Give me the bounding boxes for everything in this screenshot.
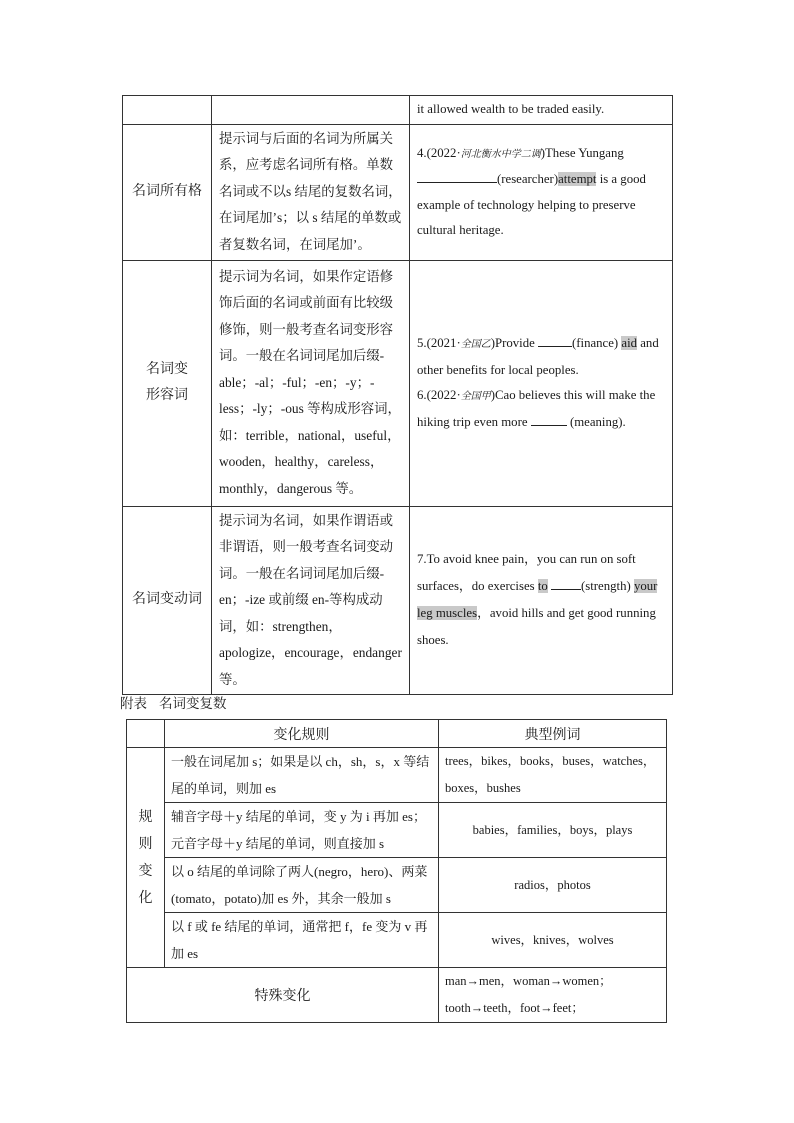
examples-cell: radios，photos xyxy=(439,858,667,913)
examples-cell: wives，knives，wolves xyxy=(439,913,667,968)
label-char: 变 xyxy=(138,863,153,879)
label-char: 化 xyxy=(138,890,153,906)
highlighted-word: aid xyxy=(621,336,638,350)
table-cell xyxy=(123,96,212,125)
example-source: 全国乙 xyxy=(460,339,491,350)
example-text: ，avoid hills and get good running shoes. xyxy=(417,606,656,648)
hint-word: (meaning). xyxy=(569,414,626,429)
table-row xyxy=(127,748,667,803)
table-row xyxy=(123,124,673,260)
example-source: 河北衡水中学二调 xyxy=(460,148,541,160)
examples-cell: trees，bikes，books，buses，watches，boxes，bushes xyxy=(439,748,667,803)
example-text: it allowed wealth to be traded easily. xyxy=(417,102,605,116)
example-source: 全国甲 xyxy=(460,391,491,402)
example-text: 7.To avoid knee pain，you can run on soft surfaces，do exercises xyxy=(417,552,636,594)
category-cell xyxy=(123,506,212,695)
examples-cell: babies，families，boys，plays xyxy=(439,803,667,858)
regular-change-label xyxy=(127,748,165,968)
example-text: )Provide xyxy=(490,336,535,350)
appendix-label: 附表 xyxy=(120,696,147,711)
rule-cell xyxy=(212,260,410,506)
table-row xyxy=(127,803,667,858)
rule-text: 提示词与后面的名词为所属关系，应考虑名词所有格。单数名词或不以s 结尾的复数名词，在词尾加’s；以 s 结尾的单数或者复数名词，在词尾加’。 xyxy=(219,130,402,252)
example-number: 5.(2021· xyxy=(417,336,461,350)
category-label: 名词变动词 xyxy=(132,592,202,608)
rule-cell: 辅音字母＋y 结尾的单词，变 y 为 i 再加 es；元音字母＋y 结尾的单词，则直接加 s xyxy=(165,803,439,858)
examples-cell xyxy=(439,968,667,1023)
category-label: 形容词 xyxy=(146,388,188,403)
example-cell xyxy=(410,96,673,125)
example-line: tooth→teeth，foot→feet； xyxy=(445,1001,584,1015)
example-number: 4.(2022· xyxy=(417,145,461,160)
hint-word: (finance) xyxy=(572,336,619,350)
hint-word: (strength) xyxy=(580,579,631,594)
example-cell xyxy=(410,124,673,260)
table-header-row xyxy=(127,720,667,748)
special-change-label: 特殊变化 xyxy=(127,968,439,1023)
highlighted-word: your leg muscles xyxy=(417,579,658,621)
table-row xyxy=(127,913,667,968)
rule-cell xyxy=(212,124,410,260)
table-row xyxy=(127,858,667,913)
example-cell xyxy=(410,260,673,506)
table-cell xyxy=(212,96,410,125)
rule-text: 提示词为名词，如果作谓语或非谓语，则一般考查名词变动词。一般在名词词尾加后缀-en；-ize 或前缀 en-等构成动词，如：strengthen，apologize，encourage，endanger 等。 xyxy=(219,512,402,687)
example-line: man→men，woman→women； xyxy=(445,974,612,988)
rule-cell: 以 f 或 fe 结尾的单词，通常把 f，fe 变为 v 再加 es xyxy=(165,913,439,968)
answer-blank[interactable] xyxy=(551,575,581,590)
example-number: 6.(2022· xyxy=(417,388,461,402)
answer-blank[interactable] xyxy=(417,168,497,183)
appendix-heading: 名词变复数 xyxy=(159,696,227,711)
example-text: )Cao believes this will make the hiking trip even more xyxy=(417,388,656,429)
plural-rules-table xyxy=(126,719,667,1023)
example-text: and other benefits for local peoples. xyxy=(417,336,659,377)
table-row xyxy=(127,968,667,1023)
example-text: )These Yungang xyxy=(540,145,624,160)
table-row xyxy=(123,260,673,506)
rule-cell: 一般在词尾加 s；如果是以 ch，sh，s，x 等结尾的单词，则加 es xyxy=(165,748,439,803)
highlighted-word: attempt xyxy=(558,172,597,186)
answer-blank[interactable] xyxy=(538,332,572,347)
category-cell xyxy=(123,124,212,260)
hint-word: (researcher) xyxy=(497,172,559,186)
example-cell xyxy=(410,506,673,695)
table-row xyxy=(123,506,673,695)
table-cell xyxy=(127,720,165,748)
label-char: 规 xyxy=(138,809,153,825)
answer-blank[interactable] xyxy=(531,411,567,426)
column-header: 典型例词 xyxy=(439,720,667,748)
rule-cell xyxy=(212,506,410,695)
grammar-table xyxy=(122,95,673,695)
appendix-title xyxy=(120,692,239,712)
rule-cell: 以 o 结尾的单词除了两人(negro，hero)、两菜(tomato，potato)加 es 外，其余一般加 s xyxy=(165,858,439,913)
category-cell xyxy=(123,260,212,506)
label-char: 则 xyxy=(138,836,153,852)
highlighted-word: to xyxy=(537,579,548,594)
column-header: 变化规则 xyxy=(165,720,439,748)
category-label: 名词变 xyxy=(146,362,188,377)
example-text: is a good example of technology helping to preserve cultural heritage. xyxy=(417,172,646,237)
table-row xyxy=(123,96,673,125)
category-label: 名词所有格 xyxy=(132,184,202,199)
rule-text: 提示词为名词，如果作定语修饰后面的名词或前面有比较级修饰，则一般考查名词变形容词。一般在名词词尾加后缀-able；-al；-ful；-en；-y；-less；-ly；-ous 等构成形容词，如：terrible，national，useful，wooden，healthy，careless，monthly，dangerous 等。 xyxy=(219,268,401,496)
